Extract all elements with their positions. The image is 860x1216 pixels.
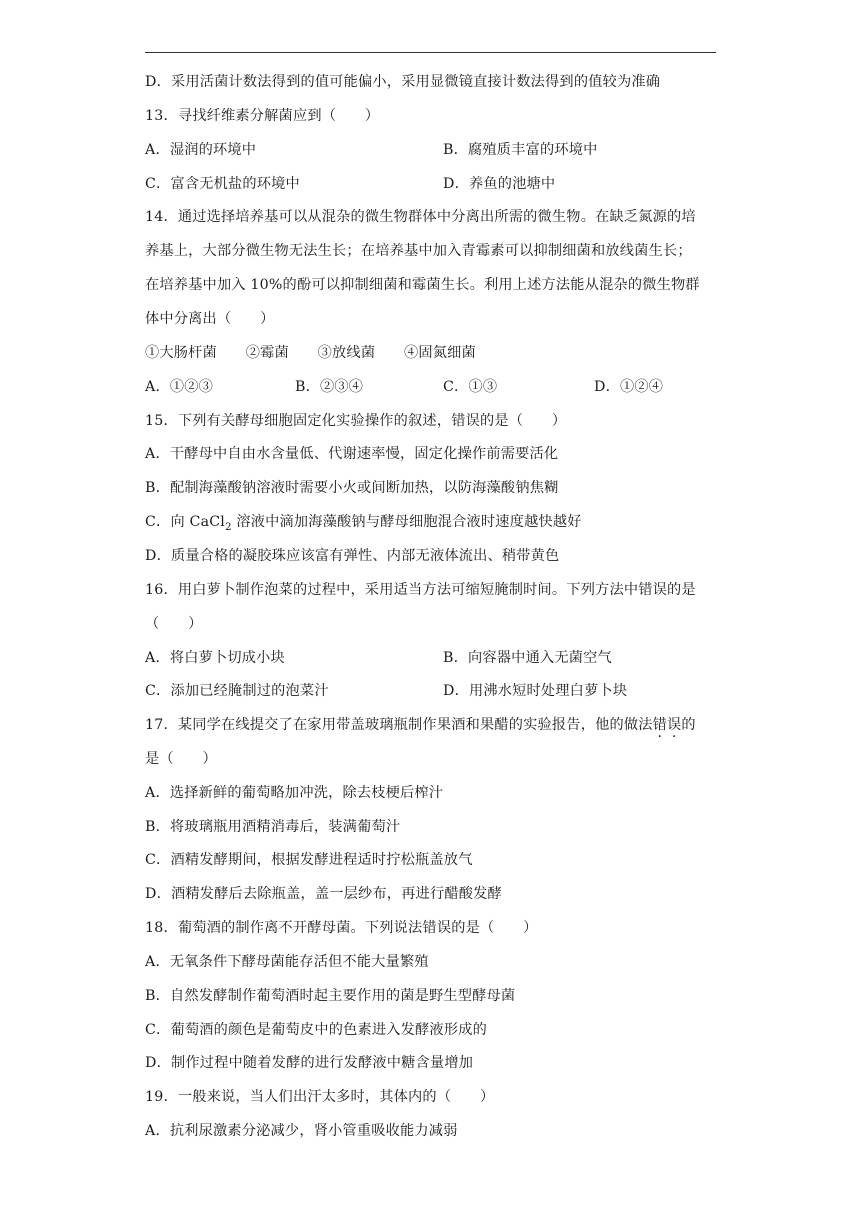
q16-stem-line-2: （ ）	[145, 616, 203, 632]
q17-option-a: A．选择新鲜的葡萄略加冲洗，除去枝梗后榨汁	[145, 785, 444, 801]
q19-option-a: A．抗利尿激素分泌减少，肾小管重吸收能力减弱	[145, 1123, 458, 1139]
q18-option-a: A．无氧条件下酵母菌能存活但不能大量繁殖	[145, 954, 429, 970]
q18-stem: 18．葡萄酒的制作离不开酵母菌。下列说法错误的是（ ）	[145, 920, 538, 936]
q17-emphasis-char-2: 误	[667, 717, 682, 733]
q19-stem: 19．一般来说，当人们出汗太多时，其体内的（ ）	[145, 1089, 495, 1105]
q17-emphasis-char-1: 错	[652, 717, 668, 733]
q15-option-a: A．干酵母中自由水含量低、代谢速率慢，固定化操作前需要活化	[145, 446, 559, 462]
q13-option-a: A．湿润的环境中	[145, 142, 257, 158]
q14-option-b: B．②③④	[295, 379, 364, 395]
q13-option-d: D．养鱼的池塘中	[443, 176, 556, 192]
q18-option-d: D．制作过程中随着发酵的进行发酵液中糖含量增加	[145, 1055, 474, 1071]
q17-stem-line-1	[145, 715, 696, 735]
q17-stem-pre: 17．某同学在线提交了在家用带盖玻璃瓶制作果酒和果醋的实验报告，他的做法	[145, 717, 653, 733]
q14-option-d: D．①②④	[594, 379, 664, 395]
q14-option-a: A．①②③	[145, 379, 213, 395]
q14-stem-line-1: 14．通过选择培养基可以从混杂的微生物群体中分离出所需的微生物。在缺乏氮源的培	[145, 209, 696, 225]
q15-option-d: D．质量合格的凝胶珠应该富有弹性、内部无液体流出、稍带黄色	[145, 548, 560, 564]
q13-option-b: B．腐殖质丰富的环境中	[443, 142, 598, 158]
q17-option-d: D．酒精发酵后去除瓶盖，盖一层纱布，再进行醋酸发酵	[145, 886, 502, 902]
q13-stem: 13．寻找纤维素分解菌应到（ ）	[145, 108, 380, 124]
q15-stem: 15．下列有关酵母细胞固定化实验操作的叙述，错误的是（ ）	[145, 413, 567, 429]
header-rule	[145, 52, 716, 53]
q16-option-b: B．向容器中通入无菌空气	[443, 650, 612, 666]
q14-stem-line-3: 在培养基中加入 10%的酚可以抑制细菌和霉菌生长。利用上述方法能从混杂的微生物群	[145, 277, 700, 293]
q16-option-d: D．用沸水短时处理白萝卜块	[443, 683, 628, 699]
q18-option-c: C．葡萄酒的颜色是葡萄皮中的色素进入发酵液形成的	[145, 1022, 487, 1038]
q15-option-c-pre: C．向 CaCl	[145, 514, 226, 530]
q15-option-c-sub: 2	[225, 521, 232, 533]
q15-option-c-post: 溶液中滴加海藻酸钠与酵母细胞混合液时速度越快越好	[231, 514, 582, 530]
q17-option-c: C．酒精发酵期间，根据发酵进程适时拧松瓶盖放气	[145, 852, 473, 868]
q14-stem-line-4: 体中分离出（ ）	[145, 311, 275, 327]
q17-stem-post: 的	[681, 717, 696, 733]
q14-option-c: C．①③	[443, 379, 498, 395]
q16-option-a: A．将白萝卜切成小块	[145, 650, 285, 666]
q18-option-b: B．自然发酵制作葡萄酒时起主要作用的菌是野生型酵母菌	[145, 988, 516, 1004]
q14-stem-line-2: 养基上，大部分微生物无法生长；在培养基中加入青霉素可以抑制细菌和放线菌生长；	[145, 243, 692, 259]
q17-stem-line-2: 是（ ）	[145, 751, 217, 767]
q12-option-d: D．采用活菌计数法得到的值可能偏小，采用显微镜直接计数法得到的值较为准确	[145, 74, 661, 90]
q15-option-c	[145, 512, 582, 538]
q16-option-c: C．添加已经腌制过的泡菜汁	[145, 683, 329, 699]
q16-stem-line-1: 16．用白萝卜制作泡菜的过程中，采用适当方法可缩短腌制时间。下列方法中错误的是	[145, 582, 696, 598]
q14-items: ①大肠杆菌 ②霉菌 ③放线菌 ④固氮细菌	[145, 345, 476, 361]
q13-option-c: C．富含无机盐的环境中	[145, 176, 300, 192]
q15-option-b: B．配制海藻酸钠溶液时需要小火或间断加热，以防海藻酸钠焦糊	[145, 480, 559, 496]
q17-option-b: B．将玻璃瓶用酒精消毒后，装满葡萄汁	[145, 819, 401, 835]
